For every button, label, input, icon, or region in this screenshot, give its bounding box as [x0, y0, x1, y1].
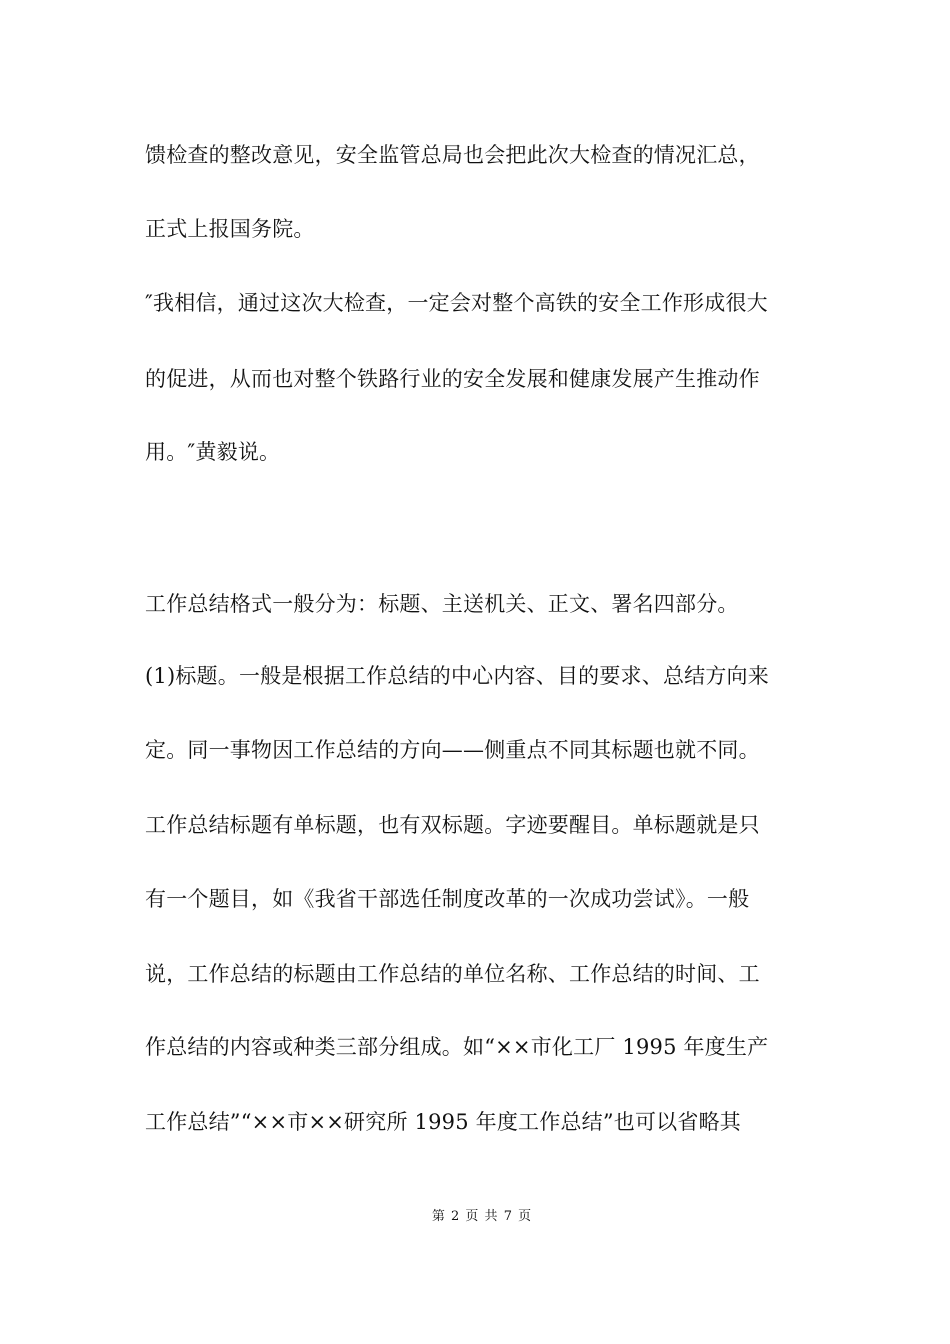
- text-line-12: 作总结的内容或种类三部分组成。如“××市化工厂 1995 年度生产: [145, 1035, 769, 1059]
- text-line-11: 说，工作总结的标题由工作总结的单位名称、工作总结的时间、工: [145, 962, 760, 986]
- text-line-10: 有一个题目，如《我省干部选任制度改革的一次成功尝试》。一般: [145, 887, 750, 911]
- page-number-footer: 第 2 页 共 7 页: [431, 1209, 533, 1224]
- text-line-6: 工作总结格式一般分为：标题、主送机关、正文、署名四部分。: [145, 592, 739, 616]
- text-line-2: 正式上报国务院。: [145, 217, 315, 241]
- text-line-1: 馈检查的整改意见，安全监管总局也会把此次大检查的情况汇总，: [145, 143, 760, 167]
- text-line-3: ″我相信，通过这次大检查，一定会对整个高铁的安全工作形成很大: [145, 291, 768, 315]
- text-line-9: 工作总结标题有单标题，也有双标题。字迹要醒目。单标题就是只: [145, 813, 760, 837]
- text-line-13: 工作总结”“××市××研究所 1995 年度工作总结”也可以省略其: [145, 1110, 741, 1134]
- text-line-8: 定。同一事物因工作总结的方向——侧重点不同其标题也就不同。: [145, 738, 760, 762]
- text-line-5: 用。″黄毅说。: [145, 440, 281, 464]
- text-line-7: (1)标题。一般是根据工作总结的中心内容、目的要求、总结方向来: [145, 664, 769, 688]
- text-line-4: 的促进，从而也对整个铁路行业的安全发展和健康发展产生推动作: [145, 367, 760, 391]
